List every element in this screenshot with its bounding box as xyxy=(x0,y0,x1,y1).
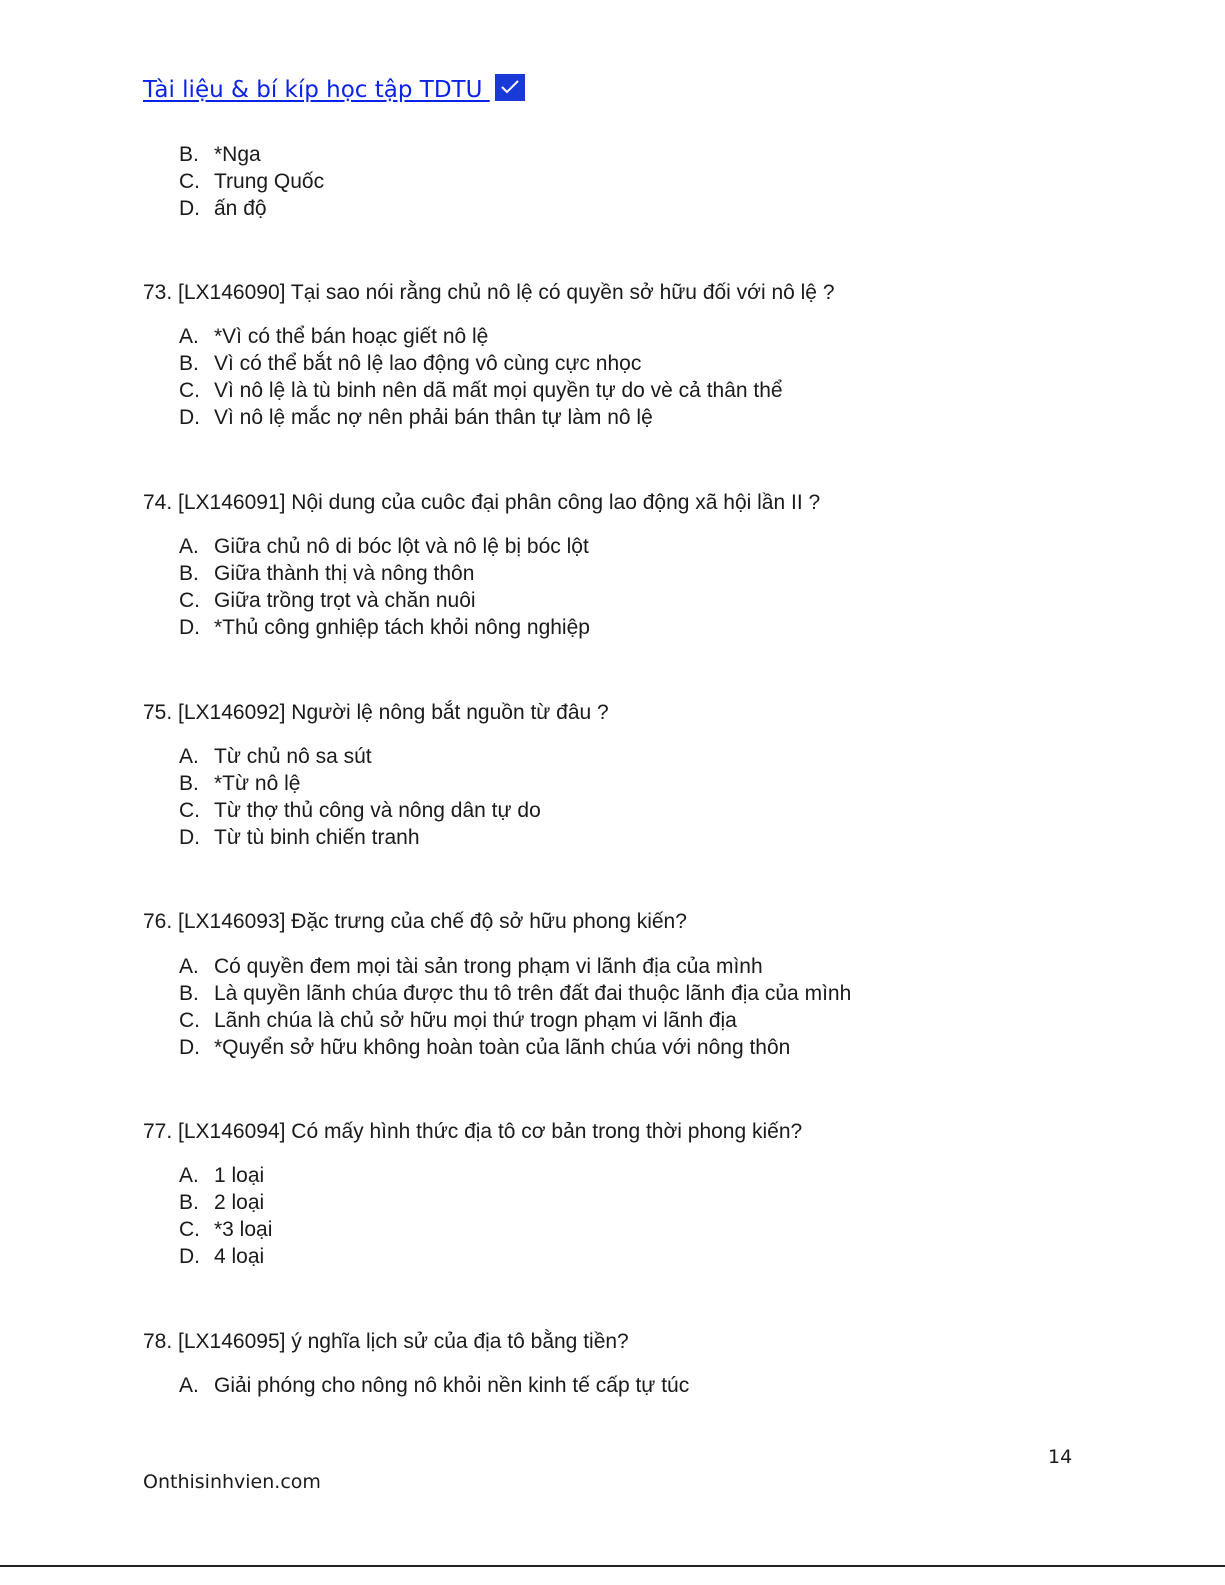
option-item: B. Là quyền lãnh chúa được thu tô trên đất đai thuộc lãnh địa của mình xyxy=(179,982,852,1005)
page-number: 14 xyxy=(1048,1446,1073,1468)
option-item: C. Giữa trồng trọt và chăn nuôi xyxy=(179,589,476,612)
question-77: 77. [LX146094] Có mấy hình thức địa tô cơ bản trong thời phong kiến? xyxy=(143,1120,803,1143)
question-76: 76. [LX146093] Đặc trưng của chế độ sở hữu phong kiến? xyxy=(143,910,687,933)
question-74-options xyxy=(179,533,590,641)
option-item: B. 2 loại xyxy=(179,1191,265,1214)
option-item: A. Có quyền đem mọi tài sản trong phạm vi lãnh địa của mình xyxy=(179,955,763,978)
question-73-options xyxy=(179,323,783,431)
option-item: D. Từ tù binh chiến tranh xyxy=(179,826,420,849)
question-76-options xyxy=(179,953,851,1061)
option-item: B. Giữa thành thị và nông thôn xyxy=(179,562,475,585)
question-74: 74. [LX146091] Nội dung của cuôc đại phân công lao động xã hội lần II ? xyxy=(143,491,821,514)
option-item: A. Giữa chủ nô di bóc lột và nô lệ bị bóc lột xyxy=(179,535,589,558)
option-item: A. *Vì có thể bán hoạc giết nô lệ xyxy=(179,325,489,348)
option-item: B. *Từ nô lệ xyxy=(179,772,301,795)
footer-site: Onthisinhvien.com xyxy=(143,1471,321,1493)
question-78: 78. [LX146095] ý nghĩa lịch sử của địa tô bằng tiền? xyxy=(143,1330,629,1353)
question-78-options xyxy=(179,1372,689,1399)
option-item: D. ấn độ xyxy=(179,197,267,220)
option-item: D. *Quyển sở hữu không hoàn toàn của lãnh chúa với nông thôn xyxy=(179,1036,791,1059)
question-77-options xyxy=(179,1162,272,1270)
question-73: 73. [LX146090] Tại sao nói rằng chủ nô lệ có quyền sở hữu đối với nô lệ ? xyxy=(143,281,835,304)
option-item: C. Lãnh chúa là chủ sở hữu mọi thứ trogn phạm vi lãnh địa xyxy=(179,1009,737,1032)
option-item: D. Vì nô lệ mắc nợ nên phải bán thân tự làm nô lệ xyxy=(179,406,653,429)
option-item: B. *Nga xyxy=(179,143,261,166)
option-item: D. 4 loại xyxy=(179,1245,265,1268)
option-item: A. 1 loại xyxy=(179,1164,265,1187)
question-75: 75. [LX146092] Người lệ nông bắt nguồn từ đâu ? xyxy=(143,701,609,724)
option-item: C. Từ thợ thủ công và nông dân tự do xyxy=(179,799,541,822)
option-item: A. Từ chủ nô sa sút xyxy=(179,745,372,768)
option-item: A. Giải phóng cho nông nô khỏi nền kinh tế cấp tự túc xyxy=(179,1374,690,1397)
continued-options xyxy=(179,141,324,222)
option-item: C. *3 loại xyxy=(179,1218,273,1241)
option-item: B. Vì có thể bắt nô lệ lao động vô cùng cực nhọc xyxy=(179,352,642,375)
option-item: D. *Thủ công gnhiệp tách khỏi nông nghiệp xyxy=(179,616,590,639)
option-item: C. Vì nô lệ là tù binh nên dã mất mọi quyền tự do vè cả thân thể xyxy=(179,379,783,402)
bottom-divider xyxy=(0,1565,1225,1567)
header-title: Tài liệu & bí kíp học tập TDTU xyxy=(143,77,483,103)
option-item: C. Trung Quốc xyxy=(179,170,325,193)
question-75-options xyxy=(179,743,541,851)
